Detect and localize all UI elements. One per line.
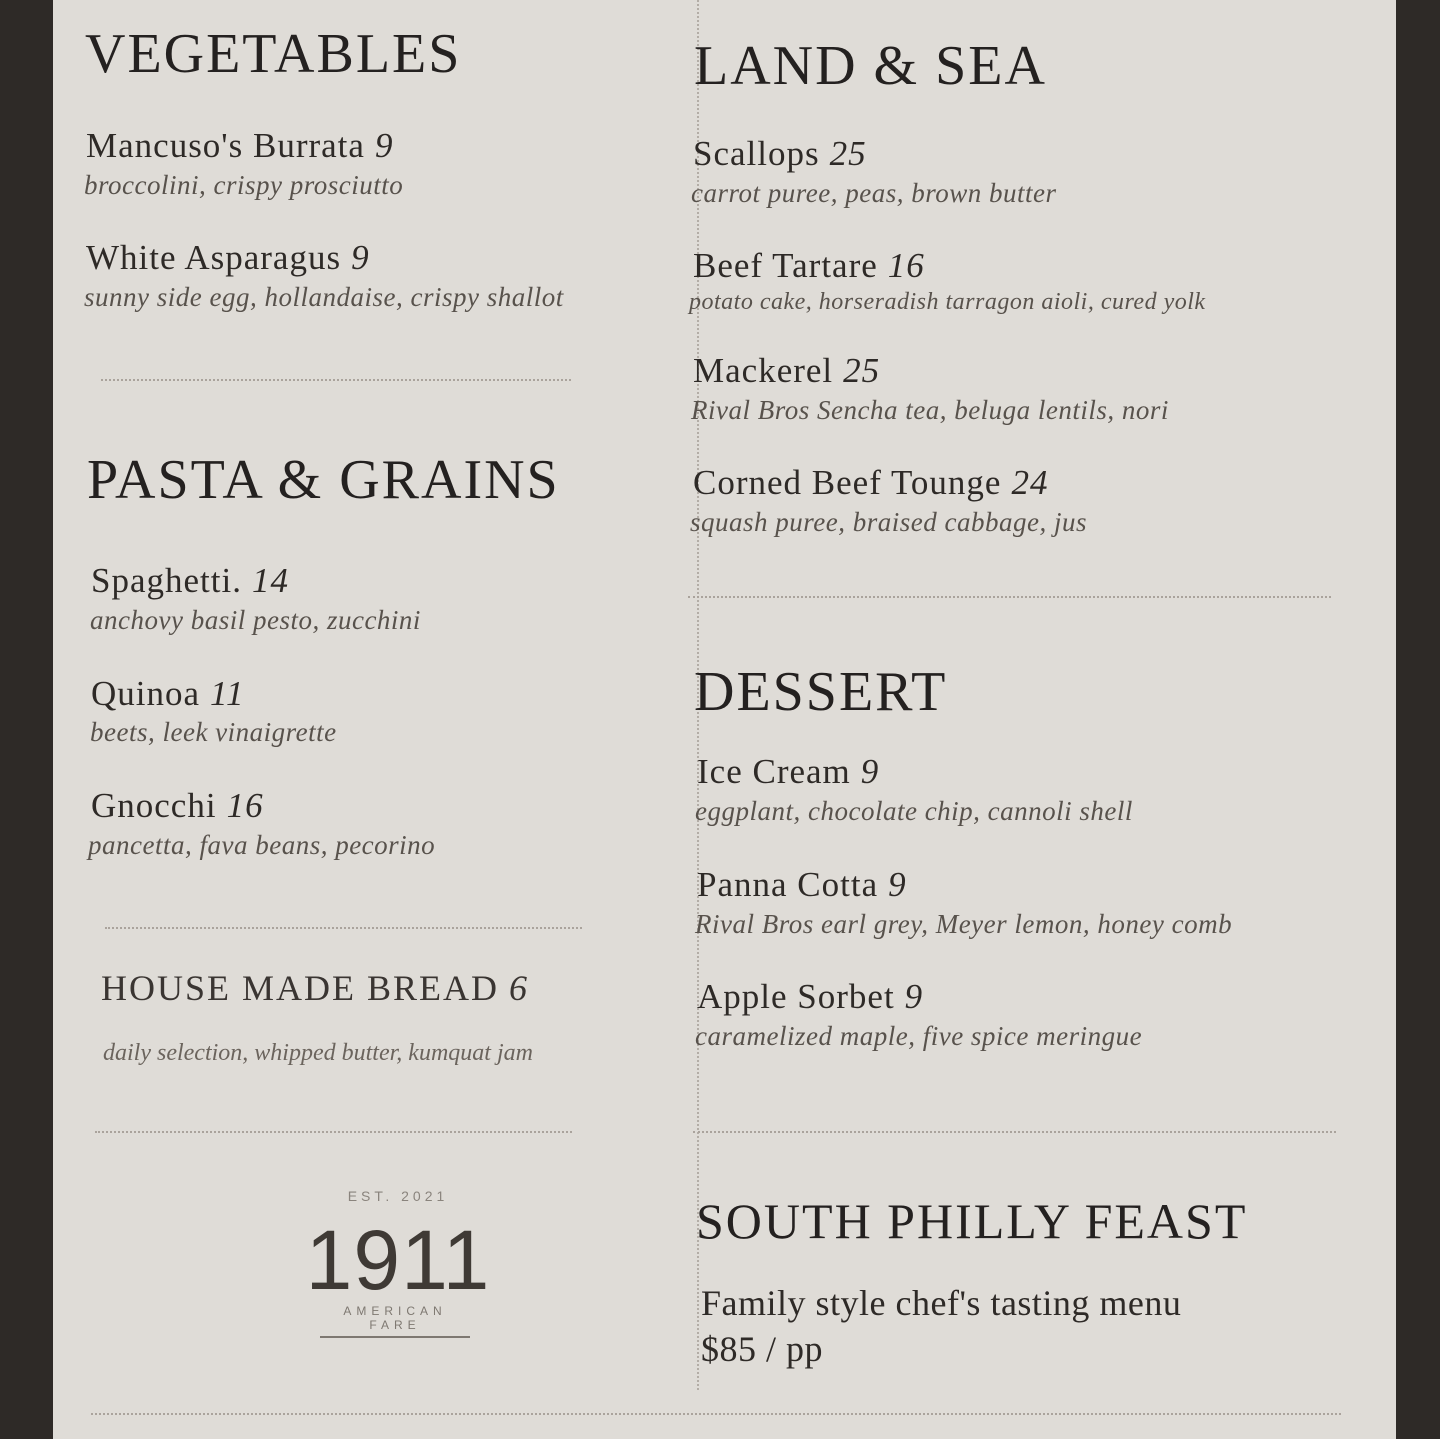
logo-subtitle: AMERICAN FARE (320, 1304, 470, 1338)
feast-heading: SOUTH PHILLY FEAST (696, 1193, 1248, 1249)
dessert-heading: DESSERT (694, 661, 948, 723)
menu-item-price: 9 (860, 752, 880, 791)
menu-item-description: broccolini, crispy prosciutto (84, 170, 404, 200)
menu-item-price: 9 (904, 977, 924, 1016)
menu-item-name: Spaghetti. 14 (91, 561, 289, 600)
menu-item-price: 9 (374, 126, 394, 165)
menu-item-name: Corned Beef Tounge 24 (693, 463, 1049, 502)
menu-page (53, 0, 1396, 1439)
menu-item-description: carrot puree, peas, brown butter (691, 178, 1057, 208)
menu-item-price: 9 (888, 865, 907, 904)
bread-price: 6 (509, 968, 530, 1008)
menu-item-name: Mackerel 25 (693, 351, 881, 390)
feast-price: $85 / pp (701, 1329, 824, 1369)
menu-item-price: 9 (351, 238, 370, 277)
menu-item-description: beets, leek vinaigrette (90, 717, 337, 747)
menu-item-price: 16 (887, 246, 925, 285)
feast-description: Family style chef's tasting menu (701, 1283, 1182, 1323)
menu-item-name: Scallops 25 (693, 134, 867, 173)
menu-item-name: Mancuso's Burrata 9 (86, 126, 394, 165)
menu-item-name: Quinoa 11 (91, 674, 245, 713)
restaurant-logo (293, 1188, 503, 1338)
bottom-divider (91, 1413, 1341, 1415)
menu-item-name: Apple Sorbet 9 (697, 977, 924, 1016)
menu-item-price: 14 (251, 561, 289, 600)
pasta-heading: PASTA & GRAINS (87, 449, 560, 511)
menu-item-name: Panna Cotta 9 (697, 865, 907, 904)
menu-item-description: squash puree, braised cabbage, jus (690, 507, 1087, 537)
land-sea-heading: LAND & SEA (694, 35, 1047, 97)
section-divider (693, 1131, 1336, 1133)
menu-item-price: 25 (829, 134, 867, 173)
menu-item-description: Rival Bros earl grey, Meyer lemon, honey comb (695, 909, 1233, 939)
logo-est: EST. 2021 (347, 1188, 449, 1204)
menu-item-price: 11 (210, 674, 245, 713)
section-divider (95, 1131, 572, 1133)
logo-number: 1911 (305, 1213, 491, 1307)
vegetables-heading: VEGETABLES (85, 23, 462, 85)
menu-item-price: 24 (1011, 463, 1049, 502)
bread-description: daily selection, whipped butter, kumquat jam (103, 1040, 533, 1066)
menu-item-description: potato cake, horseradish tarragon aioli, cured yolk (689, 289, 1206, 315)
bread-title: HOUSE MADE BREAD 6 (101, 968, 530, 1008)
menu-item-description: pancetta, fava beans, pecorino (88, 830, 436, 860)
menu-item-description: anchovy basil pesto, zucchini (90, 605, 421, 635)
menu-item-description: sunny side egg, hollandaise, crispy shallot (84, 282, 564, 312)
section-divider (105, 927, 582, 929)
menu-item-name: Ice Cream 9 (697, 752, 880, 791)
menu-item-description: Rival Bros Sencha tea, beluga lentils, nori (691, 395, 1169, 425)
menu-item-name: Gnocchi 16 (91, 786, 264, 825)
menu-item-name: White Asparagus 9 (86, 238, 370, 277)
section-divider (101, 379, 571, 381)
menu-item-name: Beef Tartare 16 (693, 246, 925, 285)
menu-item-description: eggplant, chocolate chip, cannoli shell (695, 796, 1133, 826)
menu-item-price: 25 (843, 351, 881, 390)
menu-item-description: caramelized maple, five spice meringue (695, 1021, 1143, 1051)
menu-item-price: 16 (226, 786, 264, 825)
section-divider (688, 596, 1331, 598)
